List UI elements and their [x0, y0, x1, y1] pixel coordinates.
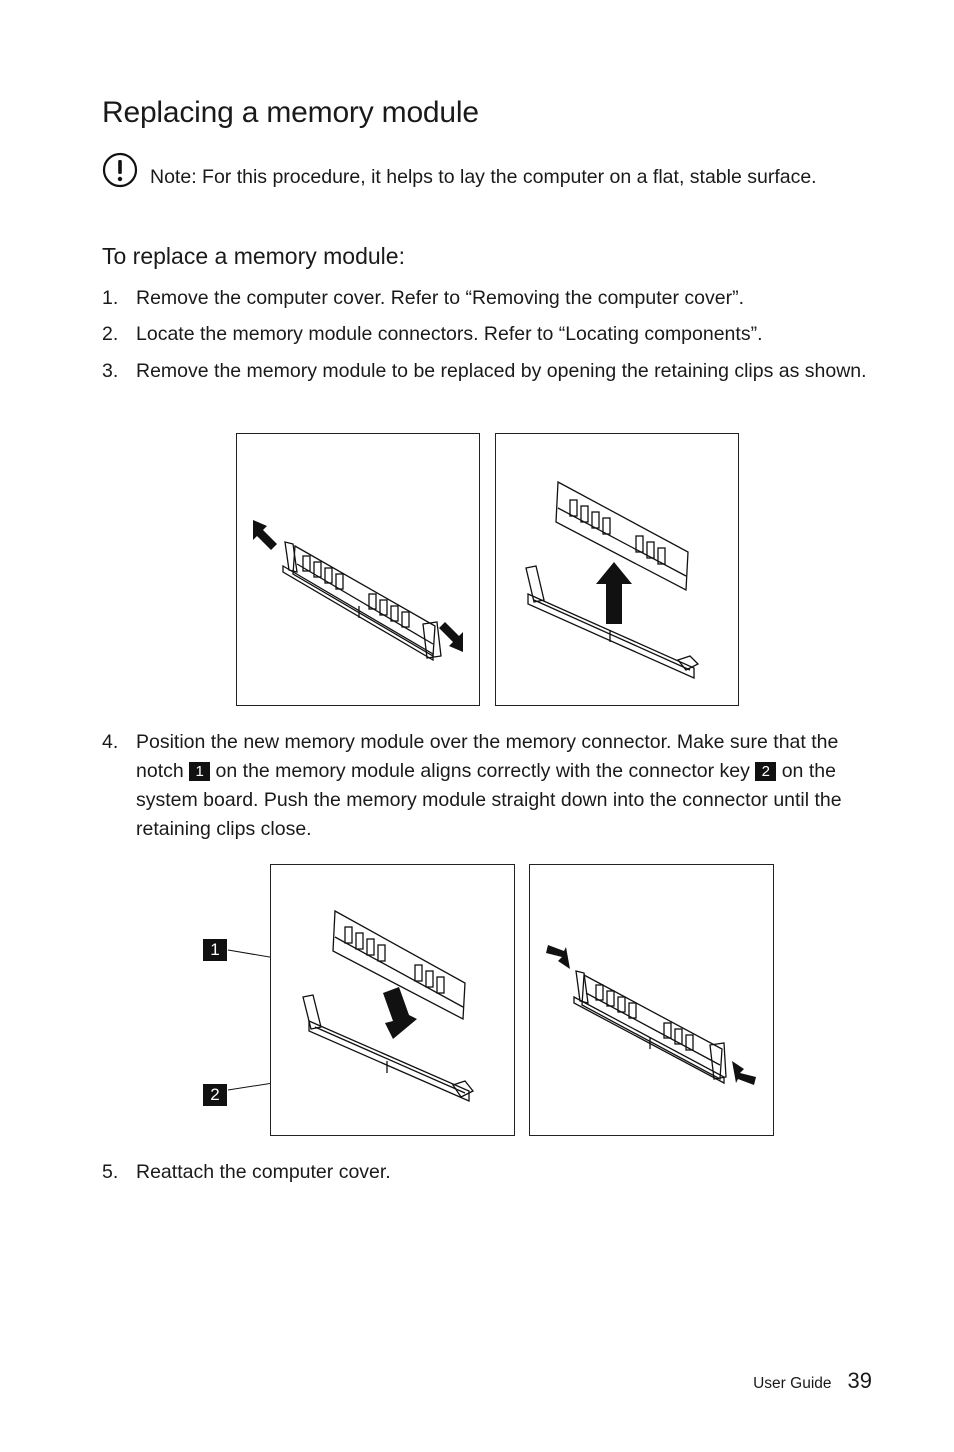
- note-label: Note:: [150, 166, 197, 188]
- step-text: Locate the memory module connectors. Refer to “Locating components”.: [136, 323, 763, 345]
- step-number: 5.: [102, 1161, 119, 1183]
- figure-callout-key: 2: [203, 1084, 227, 1106]
- step-4: [102, 728, 872, 844]
- page-footer: [753, 1368, 872, 1394]
- step-text: Remove the memory module to be replaced by opening the retaining clips as shown.: [136, 360, 867, 382]
- step-number: 2.: [102, 323, 119, 345]
- footer-label: User Guide: [753, 1375, 832, 1392]
- step-number: 3.: [102, 360, 119, 382]
- note-text: [150, 163, 850, 192]
- procedure-heading: To replace a memory module:: [102, 243, 405, 269]
- step-1: [102, 284, 872, 313]
- figure-module-seated: [529, 864, 774, 1136]
- step-number: 4.: [102, 731, 119, 753]
- note-body: For this procedure, it helps to lay the computer on a flat, stable surface.: [196, 166, 817, 188]
- figure-open-clips: [236, 433, 480, 706]
- key-callout: 2: [755, 762, 776, 781]
- step-text: Remove the computer cover. Refer to “Removing the computer cover”.: [136, 287, 745, 309]
- step-text: Reattach the computer cover.: [136, 1161, 391, 1183]
- figure-insert-module: [270, 864, 515, 1136]
- step-3: [102, 357, 872, 386]
- step-5: [102, 1158, 872, 1187]
- step-number: 1.: [102, 287, 119, 309]
- page-title: Replacing a memory module: [102, 96, 479, 129]
- step-2: [102, 320, 872, 349]
- page-number: 39: [847, 1368, 872, 1393]
- figure-remove-module: [495, 433, 739, 706]
- step-text: Position the new memory module over the memory connector. Make sure that the notch 1 on the memory module aligns correctly with the connector key 2 on the system board. Push the memory module straight down into the connector until the retaining clips close.: [136, 731, 842, 840]
- attention-icon: [102, 152, 138, 188]
- figure-callout-notch: 1: [203, 939, 227, 961]
- notch-callout: 1: [189, 762, 210, 781]
